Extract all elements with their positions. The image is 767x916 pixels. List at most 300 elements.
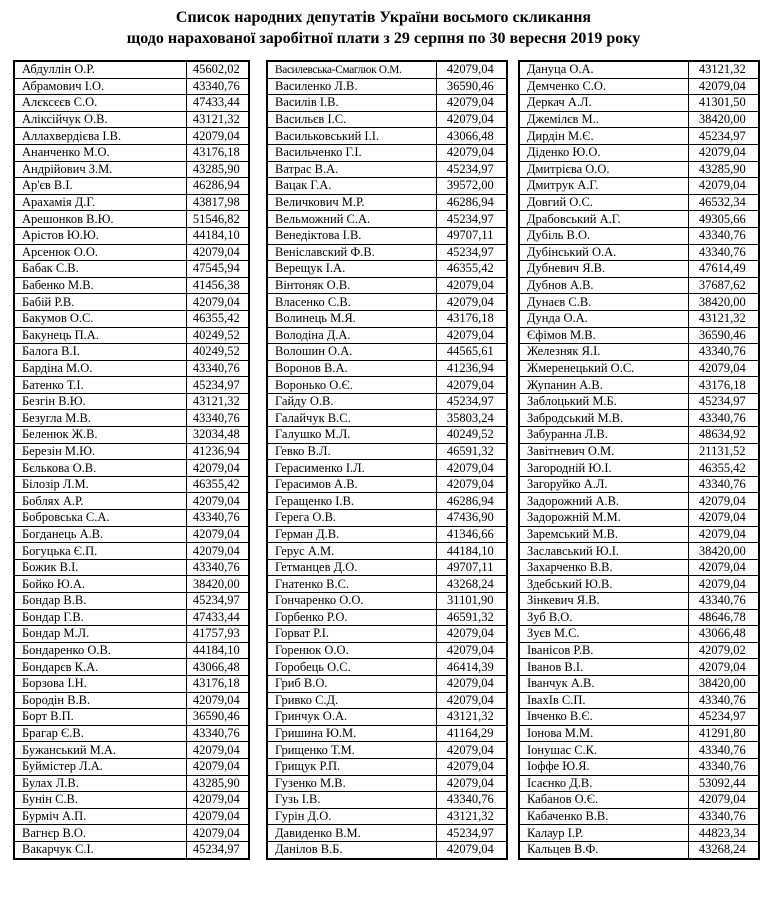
table-row — [267, 227, 507, 244]
salary-value: 43066,48 — [688, 626, 759, 643]
deputy-name: Дубнов А.В. — [519, 277, 688, 294]
salary-value: 41291,80 — [688, 725, 759, 742]
deputy-name: Демченко С.О. — [519, 78, 688, 95]
table-row — [267, 775, 507, 792]
salary-value: 42079,04 — [186, 742, 249, 759]
deputy-name: Кальцев В.Ф. — [519, 841, 688, 858]
table-row — [519, 742, 759, 759]
salary-value: 41456,38 — [186, 277, 249, 294]
deputy-name: Дмитрук А.Г. — [519, 178, 688, 195]
table-row — [519, 460, 759, 477]
salary-value: 42079,04 — [186, 244, 249, 261]
salary-value: 44184,10 — [436, 543, 507, 560]
table-row — [14, 808, 249, 825]
table-row — [14, 825, 249, 842]
deputy-name: Величкович М.Р. — [267, 194, 436, 211]
table-row — [519, 476, 759, 493]
table-row — [14, 792, 249, 809]
salary-value: 38420,00 — [688, 543, 759, 560]
table-row — [519, 227, 759, 244]
salary-value: 47436,90 — [436, 510, 507, 527]
table-row — [519, 244, 759, 261]
deputy-name: Кабаченко В.В. — [519, 808, 688, 825]
table-row — [14, 227, 249, 244]
salary-value: 42079,04 — [186, 808, 249, 825]
salary-value: 42079,04 — [436, 277, 507, 294]
deputy-name: Завітневич О.М. — [519, 443, 688, 460]
salary-value: 42079,04 — [436, 377, 507, 394]
table-row — [14, 410, 249, 427]
table-row — [267, 144, 507, 161]
salary-value: 49707,11 — [436, 227, 507, 244]
deputy-name: Загоруйко А.Л. — [519, 476, 688, 493]
table-row — [519, 659, 759, 676]
salary-value: 44184,10 — [186, 642, 249, 659]
deputy-name: Железняк Я.І. — [519, 344, 688, 361]
salary-value: 51546,82 — [186, 211, 249, 228]
table-row — [519, 294, 759, 311]
table-row — [519, 344, 759, 361]
deputy-name: Вагнєр В.О. — [14, 825, 186, 842]
table-row — [14, 510, 249, 527]
table-row — [519, 576, 759, 593]
table-row — [14, 659, 249, 676]
table-row — [14, 244, 249, 261]
deputy-name: Андрійович З.М. — [14, 161, 186, 178]
deputy-name: Борзова І.Н. — [14, 675, 186, 692]
table-row — [267, 360, 507, 377]
salary-value: 43340,76 — [186, 360, 249, 377]
salary-value: 42079,04 — [436, 476, 507, 493]
salary-value: 42079,04 — [688, 526, 759, 543]
table-row — [519, 709, 759, 726]
table-row — [267, 808, 507, 825]
table-row — [519, 543, 759, 560]
table-row — [267, 111, 507, 128]
table-row — [519, 261, 759, 278]
deputy-name: Венедіктова І.В. — [267, 227, 436, 244]
deputy-name: Василів І.В. — [267, 95, 436, 112]
deputy-name: Іонова М.М. — [519, 725, 688, 742]
salary-value: 41236,94 — [436, 360, 507, 377]
table-row — [14, 742, 249, 759]
table-row — [14, 310, 249, 327]
table-row — [14, 841, 249, 858]
salary-value: 42079,04 — [186, 825, 249, 842]
table-row — [519, 211, 759, 228]
deputy-name: Дануца О.А. — [519, 61, 688, 78]
deputy-name: Брагар Є.В. — [14, 725, 186, 742]
salary-value: 43121,32 — [436, 808, 507, 825]
deputy-name: Василевська-Смаглюк О.М. — [267, 61, 436, 78]
deputy-name: Єфімов М.В. — [519, 327, 688, 344]
salary-value: 42079,04 — [186, 294, 249, 311]
salary-value: 42079,04 — [688, 792, 759, 809]
table-row — [14, 476, 249, 493]
deputy-name: Воронько О.Є. — [267, 377, 436, 394]
salary-value: 43340,76 — [186, 410, 249, 427]
table-row — [519, 559, 759, 576]
table-row — [267, 543, 507, 560]
table-row — [519, 61, 759, 78]
table-row — [14, 775, 249, 792]
deputy-name: Заремський М.В. — [519, 526, 688, 543]
salary-value: 36590,46 — [186, 709, 249, 726]
deputy-name: Грищук Р.П. — [267, 758, 436, 775]
salary-value: 48634,92 — [688, 427, 759, 444]
salary-value: 46286,94 — [436, 493, 507, 510]
deputy-name: Булах Л.В. — [14, 775, 186, 792]
table-row — [14, 178, 249, 195]
deputy-name: Бакунець П.А. — [14, 327, 186, 344]
deputy-name: Грищенко Т.М. — [267, 742, 436, 759]
deputy-name: Ісаєнко Д.В. — [519, 775, 688, 792]
salary-value: 46286,94 — [186, 178, 249, 195]
salary-value: 43340,76 — [186, 559, 249, 576]
deputy-name: Бурміч А.П. — [14, 808, 186, 825]
deputy-name: Герман Д.В. — [267, 526, 436, 543]
salary-value: 42079,04 — [186, 692, 249, 709]
salary-value: 39572,00 — [436, 178, 507, 195]
salary-value: 42079,04 — [436, 775, 507, 792]
table-row — [267, 194, 507, 211]
salary-value: 44823,34 — [688, 825, 759, 842]
deputy-name: Гузенко М.В. — [267, 775, 436, 792]
salary-value: 37687,62 — [688, 277, 759, 294]
table-row — [519, 194, 759, 211]
table-row — [14, 194, 249, 211]
deputy-name: Аллахвердієва І.В. — [14, 128, 186, 145]
salary-value: 43340,76 — [688, 344, 759, 361]
salary-value: 43340,76 — [688, 742, 759, 759]
deputy-name: Абрамович І.О. — [14, 78, 186, 95]
table-row — [14, 128, 249, 145]
table-row — [519, 758, 759, 775]
table-row — [519, 111, 759, 128]
salary-value: 43285,90 — [186, 161, 249, 178]
salary-value: 43066,48 — [436, 128, 507, 145]
salary-value: 48646,78 — [688, 609, 759, 626]
deputy-name: Вінтоняк О.В. — [267, 277, 436, 294]
salary-value: 45234,97 — [436, 825, 507, 842]
deputy-name: Задорожний А.В. — [519, 493, 688, 510]
table-row — [519, 427, 759, 444]
salary-value: 38420,00 — [688, 675, 759, 692]
table-row — [267, 841, 507, 858]
salary-value: 43176,18 — [688, 377, 759, 394]
table-row — [267, 659, 507, 676]
deputy-name: Алєксєєв С.О. — [14, 95, 186, 112]
table-row — [14, 593, 249, 610]
deputy-name: Загородній Ю.І. — [519, 460, 688, 477]
deputy-name: Зуєв М.С. — [519, 626, 688, 643]
salary-value: 42079,04 — [436, 758, 507, 775]
deputy-name: Бабій Р.В. — [14, 294, 186, 311]
table-row — [519, 526, 759, 543]
salary-value: 42079,04 — [186, 493, 249, 510]
deputy-name: Балога В.І. — [14, 344, 186, 361]
deputy-name: Володіна Д.А. — [267, 327, 436, 344]
deputy-name: Дунда О.А. — [519, 310, 688, 327]
salary-value: 42079,04 — [186, 758, 249, 775]
salary-value: 43340,76 — [186, 78, 249, 95]
table-row — [14, 144, 249, 161]
deputy-name: Волинець М.Я. — [267, 310, 436, 327]
deputy-name: Богданець А.В. — [14, 526, 186, 543]
page-title — [0, 0, 767, 49]
salary-value: 45234,97 — [436, 244, 507, 261]
deputy-name: Кабанов О.Є. — [519, 792, 688, 809]
page-title-line-2: щодо нарахованої заробітної плати з 29 серпня по 30 вересня 2019 року — [126, 30, 641, 47]
salary-value: 38420,00 — [186, 576, 249, 593]
salary-value: 42079,04 — [436, 294, 507, 311]
table-row — [267, 443, 507, 460]
table-row — [14, 758, 249, 775]
deputy-name: Василенко Л.В. — [267, 78, 436, 95]
table-row — [267, 593, 507, 610]
deputy-name: Горват Р.І. — [267, 626, 436, 643]
deputy-name: Бакумов О.С. — [14, 310, 186, 327]
table-row — [267, 642, 507, 659]
table-row — [267, 559, 507, 576]
deputy-name: Захарченко В.В. — [519, 559, 688, 576]
salary-value: 42079,04 — [688, 178, 759, 195]
salary-value: 46286,94 — [436, 194, 507, 211]
table-row — [267, 526, 507, 543]
deputy-name: Гевко В.Л. — [267, 443, 436, 460]
salary-value: 42079,04 — [436, 675, 507, 692]
deputy-name: Дубневич Я.В. — [519, 261, 688, 278]
salary-value: 44565,61 — [436, 344, 507, 361]
deputy-name: Вакарчук С.І. — [14, 841, 186, 858]
salary-value: 43285,90 — [186, 775, 249, 792]
salary-value: 42079,04 — [688, 559, 759, 576]
table-row — [14, 543, 249, 560]
table-row — [14, 261, 249, 278]
deputy-name: Геращенко І.В. — [267, 493, 436, 510]
salary-value: 42079,04 — [436, 460, 507, 477]
salary-value: 45234,97 — [688, 128, 759, 145]
salary-value: 43340,76 — [186, 725, 249, 742]
salary-value: 44184,10 — [186, 227, 249, 244]
salary-value: 43176,18 — [436, 310, 507, 327]
salary-value: 43268,24 — [436, 576, 507, 593]
table-row — [267, 128, 507, 145]
table-row — [14, 692, 249, 709]
deputy-name: Галайчук В.С. — [267, 410, 436, 427]
table-row — [519, 692, 759, 709]
salary-value: 46355,42 — [436, 261, 507, 278]
salary-value: 49707,11 — [436, 559, 507, 576]
salary-table-column-2 — [266, 60, 508, 860]
table-row — [14, 393, 249, 410]
table-row — [267, 78, 507, 95]
deputy-name: Веніславский Ф.В. — [267, 244, 436, 261]
salary-value: 43176,18 — [186, 144, 249, 161]
deputy-name: Здебський Ю.В. — [519, 576, 688, 593]
table-row — [14, 61, 249, 78]
table-row — [14, 675, 249, 692]
table-row — [267, 393, 507, 410]
salary-value: 43340,76 — [688, 692, 759, 709]
deputy-name: Івченко В.Є. — [519, 709, 688, 726]
deputy-name: Безгін В.Ю. — [14, 393, 186, 410]
deputy-name: Березін М.Ю. — [14, 443, 186, 460]
deputy-name: Іванов В.І. — [519, 659, 688, 676]
deputy-name: Верещук І.А. — [267, 261, 436, 278]
deputy-name: Ар'єв В.І. — [14, 178, 186, 195]
table-row — [14, 443, 249, 460]
table-row — [267, 609, 507, 626]
salary-value: 43340,76 — [436, 792, 507, 809]
table-row — [267, 692, 507, 709]
table-row — [267, 327, 507, 344]
salary-value: 43121,32 — [688, 310, 759, 327]
salary-value: 43340,76 — [688, 410, 759, 427]
table-row — [267, 725, 507, 742]
deputy-name: Білозір Л.М. — [14, 476, 186, 493]
salary-value: 42079,04 — [436, 692, 507, 709]
table-row — [14, 327, 249, 344]
salary-value: 45234,97 — [436, 393, 507, 410]
deputy-name: Бондаренко О.В. — [14, 642, 186, 659]
deputy-name: Гайду О.В. — [267, 393, 436, 410]
salary-value: 42079,04 — [688, 659, 759, 676]
deputy-name: Боблях А.Р. — [14, 493, 186, 510]
salary-value: 45234,97 — [186, 841, 249, 858]
salary-value: 42079,04 — [688, 493, 759, 510]
deputy-name: Волошин О.А. — [267, 344, 436, 361]
salary-value: 43176,18 — [186, 675, 249, 692]
deputy-name: Іванісов Р.В. — [519, 642, 688, 659]
deputy-name: Герасимов А.В. — [267, 476, 436, 493]
table-row — [267, 476, 507, 493]
deputy-name: Дирдін М.Є. — [519, 128, 688, 145]
deputy-name: Бабак С.В. — [14, 261, 186, 278]
salary-value: 47433,44 — [186, 95, 249, 112]
table-row — [267, 294, 507, 311]
deputy-name: Арсенюк О.О. — [14, 244, 186, 261]
salary-value: 43268,24 — [688, 841, 759, 858]
salary-value: 43121,32 — [436, 709, 507, 726]
deputy-name: Забуранна Л.В. — [519, 427, 688, 444]
deputy-name: Борт В.П. — [14, 709, 186, 726]
salary-value: 46591,32 — [436, 443, 507, 460]
salary-value: 40249,52 — [186, 327, 249, 344]
table-row — [14, 493, 249, 510]
salary-value: 43285,90 — [688, 161, 759, 178]
deputy-name: Калаур І.Р. — [519, 825, 688, 842]
table-row — [14, 559, 249, 576]
table-row — [519, 95, 759, 112]
table-row — [519, 675, 759, 692]
deputy-name: Ватрас В.А. — [267, 161, 436, 178]
salary-value: 42079,04 — [688, 510, 759, 527]
deputy-name: Гринчук О.А. — [267, 709, 436, 726]
table-row — [267, 742, 507, 759]
deputy-name: Васильковський І.І. — [267, 128, 436, 145]
table-row — [267, 211, 507, 228]
deputy-name: Гетманцев Д.О. — [267, 559, 436, 576]
salary-value: 42079,04 — [436, 61, 507, 78]
table-row — [267, 792, 507, 809]
salary-table-column-1 — [13, 60, 250, 860]
table-row — [267, 493, 507, 510]
table-row — [519, 310, 759, 327]
deputy-name: Заславський Ю.І. — [519, 543, 688, 560]
deputy-name: Абдуллін О.Р. — [14, 61, 186, 78]
deputy-name: Буймістер Л.А. — [14, 758, 186, 775]
table-row — [519, 377, 759, 394]
salary-value: 46355,42 — [186, 310, 249, 327]
salary-value: 53092,44 — [688, 775, 759, 792]
deputy-name: Іоффе Ю.Я. — [519, 758, 688, 775]
salary-value: 35803,24 — [436, 410, 507, 427]
table-row — [14, 161, 249, 178]
salary-value: 32034,48 — [186, 427, 249, 444]
deputy-name: Горобець О.С. — [267, 659, 436, 676]
salary-value: 42079,04 — [186, 526, 249, 543]
deputy-name: Ананченко М.О. — [14, 144, 186, 161]
table-row — [267, 410, 507, 427]
salary-value: 43340,76 — [688, 593, 759, 610]
deputy-name: Васильченко Г.І. — [267, 144, 436, 161]
deputy-name: Гурін Д.О. — [267, 808, 436, 825]
salary-value: 41301,50 — [688, 95, 759, 112]
salary-value: 45234,97 — [436, 211, 507, 228]
deputy-name: Вацак Г.А. — [267, 178, 436, 195]
deputy-name: Іонушас С.К. — [519, 742, 688, 759]
salary-value: 45234,97 — [436, 161, 507, 178]
deputy-name: Діденко Ю.О. — [519, 144, 688, 161]
deputy-name: Галушко М.Л. — [267, 427, 436, 444]
table-row — [267, 161, 507, 178]
table-row — [519, 410, 759, 427]
deputy-name: Дубіль В.О. — [519, 227, 688, 244]
table-row — [519, 609, 759, 626]
deputy-name: Гриб В.О. — [267, 675, 436, 692]
deputy-name: Іванчук А.В. — [519, 675, 688, 692]
table-row — [267, 61, 507, 78]
salary-value: 46355,42 — [688, 460, 759, 477]
table-row — [14, 626, 249, 643]
salary-value: 43340,76 — [688, 808, 759, 825]
table-row — [519, 593, 759, 610]
salary-value: 41346,66 — [436, 526, 507, 543]
salary-value: 43121,32 — [688, 61, 759, 78]
table-row — [267, 95, 507, 112]
deputy-name: Бородін В.В. — [14, 692, 186, 709]
salary-value: 42079,04 — [688, 78, 759, 95]
salary-value: 46591,32 — [436, 609, 507, 626]
table-row — [519, 642, 759, 659]
salary-value: 47545,94 — [186, 261, 249, 278]
deputy-name: Бєлькова О.В. — [14, 460, 186, 477]
deputy-name: Бойко Ю.А. — [14, 576, 186, 593]
table-row — [519, 161, 759, 178]
deputy-name: Бондар М.Л. — [14, 626, 186, 643]
deputy-name: Арістов Ю.Ю. — [14, 227, 186, 244]
salary-table-column-3 — [518, 60, 760, 860]
deputy-name: Воронов В.А. — [267, 360, 436, 377]
table-row — [267, 460, 507, 477]
deputy-name: Бунін С.В. — [14, 792, 186, 809]
table-row — [267, 758, 507, 775]
deputy-name: Заблоцький М.Б. — [519, 393, 688, 410]
table-row — [267, 675, 507, 692]
salary-value: 42079,04 — [436, 111, 507, 128]
salary-value: 46355,42 — [186, 476, 249, 493]
